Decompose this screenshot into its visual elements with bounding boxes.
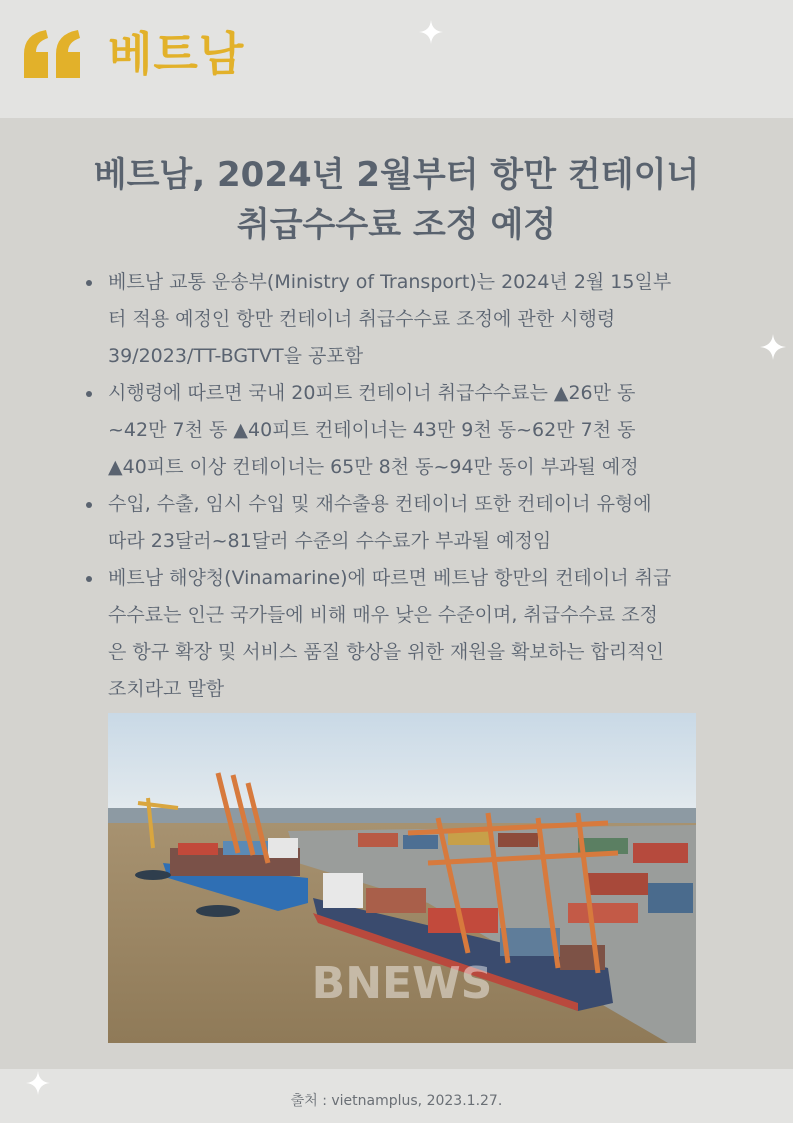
- bullet-line: 시행령에 따르면 국내 20피트 컨테이너 취급수수료는 ▲26만 동: [108, 382, 636, 404]
- bullet-dot-icon: [86, 502, 92, 508]
- source-credit: 출처 : vietnamplus, 2023.1.27.: [290, 1093, 503, 1109]
- title-line-1: 베트남, 2024년 2월부터 항만 컨테이너: [93, 155, 700, 195]
- bullet-line: 수수료는 인근 국가들에 비해 매우 낮은 수준이며, 취급수수료 조정: [108, 604, 658, 626]
- bullet-line: ▲40피트 이상 컨테이너는 65만 8천 동~94만 동이 부과될 예정: [108, 456, 639, 478]
- port-photo-illustration: [108, 713, 696, 1043]
- brand-title: 베트남: [108, 27, 245, 81]
- bullet-item: [80, 560, 720, 708]
- article-title: [60, 150, 733, 250]
- bullet-line: 따라 23달러~81달러 수준의 수수료가 부과될 예정임: [108, 530, 552, 552]
- sparkle-icon: [419, 20, 443, 44]
- sparkle-icon: [760, 334, 786, 360]
- bullet-line: 베트남 해양청(Vinamarine)에 따르면 베트남 항만의 컨테이너 취급: [108, 567, 672, 589]
- photo-watermark: BNEWS: [311, 958, 493, 1009]
- bullet-line: 39/2023/TT-BGTVT을 공포함: [108, 345, 364, 367]
- quote-icon: [20, 28, 84, 80]
- bullet-line: 수입, 수출, 임시 수입 및 재수출용 컨테이너 또한 컨테이너 유형에: [108, 493, 652, 515]
- bullet-dot-icon: [86, 391, 92, 397]
- bullet-dot-icon: [86, 280, 92, 286]
- title-line-2: 취급수수료 조정 예정: [236, 205, 557, 245]
- bullet-line: ~42만 7천 동 ▲40피트 컨테이너는 43만 9천 동~62만 7천 동: [108, 419, 636, 441]
- bullet-item: [80, 486, 720, 560]
- bullet-item: [80, 375, 720, 486]
- bullet-line: 베트남 교통 운송부(Ministry of Transport)는 2024년 2월 15일부: [108, 271, 672, 293]
- port-photo: [108, 713, 696, 1043]
- bullet-line: 조치라고 말함: [108, 678, 225, 700]
- bullet-list: [80, 264, 720, 708]
- bullet-dot-icon: [86, 576, 92, 582]
- bullet-line: 은 항구 확장 및 서비스 품질 향상을 위한 재원을 확보하는 합리적인: [108, 641, 664, 663]
- header-bar: [0, 0, 793, 118]
- bullet-item: [80, 264, 720, 375]
- bullet-line: 터 적용 예정인 항만 컨테이너 취급수수료 조정에 관한 시행령: [108, 308, 616, 330]
